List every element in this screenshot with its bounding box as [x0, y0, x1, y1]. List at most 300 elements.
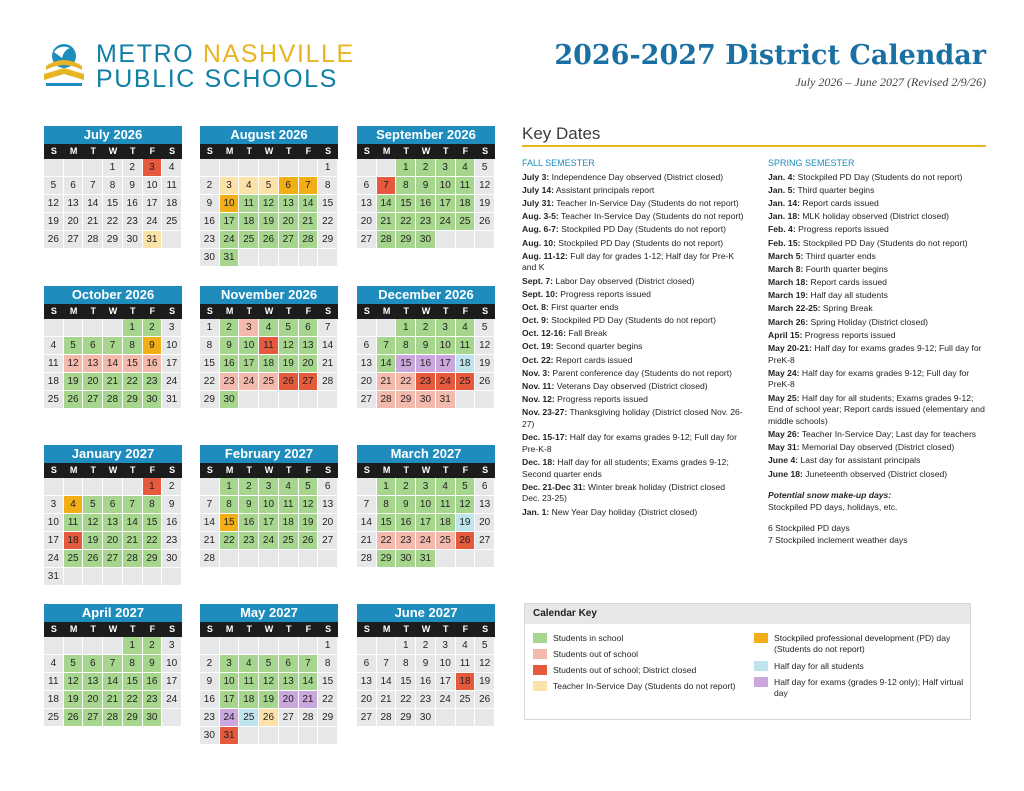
key-date-entry: [522, 432, 744, 455]
weekday-label: T: [285, 465, 292, 475]
day-grid: [200, 637, 338, 745]
weekday-label: M: [225, 624, 234, 634]
day-cell: 30: [416, 231, 436, 249]
day-cell: 27: [83, 391, 103, 409]
day-cell: 1: [318, 159, 338, 177]
key-date-date: March 18:: [768, 277, 809, 288]
day-cell: 26: [475, 691, 495, 709]
weekday-label: S: [482, 624, 489, 634]
empty-cell: [299, 249, 319, 267]
empty-cell: [64, 568, 84, 586]
day-cell: 27: [299, 373, 319, 391]
empty-cell: [239, 249, 259, 267]
day-cell: 18: [456, 673, 476, 691]
day-cell: 18: [239, 213, 259, 231]
day-cell: 4: [64, 496, 84, 514]
weekday-label: S: [482, 306, 489, 316]
key-dates-title: Key Dates: [522, 124, 601, 143]
day-cell: 23: [143, 691, 163, 709]
day-cell: 3: [436, 159, 456, 177]
day-cell: 19: [259, 691, 279, 709]
empty-cell: [200, 478, 220, 496]
day-cell: 5: [259, 177, 279, 195]
key-date-entry: [768, 172, 990, 184]
key-date-date: Oct. 8:: [522, 301, 549, 312]
day-cell: 27: [279, 709, 299, 727]
fall-semester-column: [522, 158, 744, 520]
day-cell: 20: [357, 691, 377, 709]
day-cell: 30: [416, 391, 436, 409]
weekday-label: F: [149, 146, 156, 156]
fall-dates-list: [522, 172, 744, 519]
day-grid: [200, 478, 338, 568]
weekday-row: [357, 463, 495, 478]
day-cell: 27: [103, 550, 123, 568]
makeup-days-note: [768, 490, 990, 513]
key-date-entry: [522, 289, 744, 301]
calendar-key: [524, 603, 971, 720]
spring-dates-list: [768, 172, 990, 481]
day-cell: 12: [456, 496, 476, 514]
day-cell: 25: [44, 709, 64, 727]
day-cell: 4: [44, 337, 64, 355]
day-cell: 21: [103, 373, 123, 391]
key-date-entry: [522, 276, 744, 288]
day-cell: 29: [396, 709, 416, 727]
day-cell: 18: [239, 691, 259, 709]
key-date-date: March 26:: [768, 316, 809, 327]
key-date-date: Aug. 6-7:: [522, 224, 559, 235]
empty-cell: [456, 709, 476, 727]
day-cell: 6: [357, 337, 377, 355]
key-date-entry: [768, 343, 990, 366]
day-cell: 19: [279, 355, 299, 373]
day-cell: 17: [143, 195, 163, 213]
empty-cell: [436, 231, 456, 249]
key-date-date: July 31:: [522, 197, 555, 208]
day-cell: 17: [220, 213, 240, 231]
key-date-date: Jan. 18:: [768, 211, 801, 222]
day-grid: [44, 159, 182, 249]
day-cell: 12: [259, 673, 279, 691]
weekday-label: S: [169, 146, 176, 156]
month-april-2027: [44, 604, 182, 727]
day-cell: 23: [416, 213, 436, 231]
weekday-label: W: [421, 465, 431, 475]
day-cell: 15: [200, 355, 220, 373]
key-date-entry: [768, 198, 990, 210]
day-cell: 24: [239, 373, 259, 391]
key-date-description: Thanksgiving holiday (District closed Nov. 26-27): [522, 407, 743, 429]
day-cell: 23: [143, 373, 163, 391]
key-date-date: March 5:: [768, 250, 804, 261]
day-cell: 20: [83, 373, 103, 391]
day-cell: 17: [436, 355, 456, 373]
weekday-label: T: [442, 306, 449, 316]
key-date-description: Progress reports issued: [802, 329, 896, 340]
key-date-description: Fall Break: [565, 328, 608, 339]
day-cell: 5: [475, 637, 495, 655]
day-cell: 10: [416, 496, 436, 514]
day-cell: 10: [220, 673, 240, 691]
day-cell: 26: [279, 373, 299, 391]
weekday-label: M: [225, 465, 234, 475]
day-cell: 5: [259, 655, 279, 673]
weekday-label: S: [325, 146, 332, 156]
key-date-entry: [768, 277, 990, 289]
day-cell: 2: [162, 478, 182, 496]
day-cell: 12: [475, 655, 495, 673]
day-cell: 13: [357, 195, 377, 213]
weekday-label: S: [169, 624, 176, 634]
key-date-description: Half day all students: [808, 290, 888, 301]
day-cell: 14: [123, 514, 143, 532]
key-date-description: Stockpiled PD Day (Students do not report): [555, 237, 724, 248]
weekday-label: S: [206, 624, 213, 634]
day-cell: 4: [162, 159, 182, 177]
day-cell: 15: [318, 673, 338, 691]
day-cell: 14: [377, 195, 397, 213]
key-color-swatch: [754, 661, 768, 671]
empty-cell: [259, 727, 279, 745]
empty-cell: [279, 550, 299, 568]
day-cell: 7: [103, 655, 123, 673]
empty-cell: [83, 478, 103, 496]
day-cell: 25: [456, 373, 476, 391]
day-cell: 7: [123, 496, 143, 514]
key-date-entry: [522, 407, 744, 430]
day-cell: 31: [220, 249, 240, 267]
day-cell: 18: [259, 355, 279, 373]
day-cell: 29: [318, 231, 338, 249]
district-logo: [40, 40, 360, 92]
day-cell: 30: [220, 391, 240, 409]
day-cell: 8: [200, 337, 220, 355]
spring-semester-heading: SPRING SEMESTER: [768, 158, 855, 168]
key-date-description: Spring Break: [820, 303, 873, 314]
weekday-label: F: [462, 146, 469, 156]
day-cell: 29: [123, 709, 143, 727]
day-cell: 8: [123, 337, 143, 355]
empty-cell: [44, 637, 64, 655]
weekday-label: T: [90, 146, 97, 156]
day-cell: 3: [416, 478, 436, 496]
day-cell: 6: [299, 319, 319, 337]
day-cell: 28: [123, 550, 143, 568]
day-cell: 22: [396, 373, 416, 391]
month-header: April 2027: [44, 604, 182, 622]
key-date-entry: [522, 185, 744, 197]
day-cell: 5: [475, 159, 495, 177]
key-date-date: May 25:: [768, 392, 800, 403]
weekday-label: T: [403, 624, 410, 634]
day-cell: 1: [123, 319, 143, 337]
day-cell: 2: [416, 637, 436, 655]
weekday-label: S: [482, 146, 489, 156]
key-date-description: First quarter ends: [548, 301, 619, 312]
empty-cell: [318, 249, 338, 267]
month-july-2026: [44, 126, 182, 249]
day-cell: 21: [200, 532, 220, 550]
day-cell: 23: [416, 373, 436, 391]
weekday-label: W: [108, 465, 118, 475]
day-cell: 9: [416, 177, 436, 195]
empty-cell: [123, 478, 143, 496]
key-date-entry: [522, 238, 744, 250]
month-header: October 2026: [44, 286, 182, 304]
empty-cell: [83, 637, 103, 655]
day-grid: [357, 159, 495, 249]
logo-text: [96, 42, 355, 92]
day-cell: 6: [64, 177, 84, 195]
weekday-label: S: [50, 465, 57, 475]
day-cell: 17: [162, 355, 182, 373]
page-title: 2026-2027 District Calendar: [554, 40, 986, 71]
weekday-label: T: [442, 146, 449, 156]
weekday-label: T: [246, 146, 253, 156]
key-date-description: Independence Day observed (District closed): [549, 171, 724, 182]
day-cell: 20: [318, 514, 338, 532]
day-cell: 28: [200, 550, 220, 568]
day-cell: 2: [143, 319, 163, 337]
empty-cell: [259, 249, 279, 267]
key-date-description: Teacher In-Service Day (Students do not report): [558, 211, 744, 222]
day-cell: 16: [143, 673, 163, 691]
day-grid: [200, 319, 338, 409]
empty-cell: [299, 159, 319, 177]
day-cell: 29: [103, 231, 123, 249]
month-january-2027: [44, 445, 182, 586]
empty-cell: [475, 391, 495, 409]
day-cell: 25: [239, 231, 259, 249]
empty-cell: [475, 550, 495, 568]
empty-cell: [357, 319, 377, 337]
day-cell: 28: [318, 373, 338, 391]
day-cell: 8: [396, 177, 416, 195]
key-date-date: Nov. 23-27:: [522, 407, 568, 418]
weekday-label: F: [462, 624, 469, 634]
empty-cell: [103, 478, 123, 496]
key-date-date: Feb. 15:: [768, 237, 801, 248]
day-cell: 5: [83, 496, 103, 514]
day-cell: 26: [299, 532, 319, 550]
key-color-swatch: [533, 681, 547, 691]
month-header: January 2027: [44, 445, 182, 463]
day-cell: 11: [279, 496, 299, 514]
day-cell: 15: [220, 514, 240, 532]
weekday-row: [44, 144, 182, 159]
day-cell: 19: [456, 514, 476, 532]
empty-cell: [456, 550, 476, 568]
weekday-label: T: [442, 465, 449, 475]
day-cell: 7: [200, 496, 220, 514]
weekday-label: F: [462, 465, 469, 475]
day-cell: 21: [103, 691, 123, 709]
day-cell: 1: [377, 478, 397, 496]
empty-cell: [44, 319, 64, 337]
day-cell: 24: [162, 691, 182, 709]
day-cell: 19: [44, 213, 64, 231]
logo-metro: METRO: [96, 40, 203, 68]
logo-public-schools: PUBLIC SCHOOLS: [96, 65, 338, 93]
empty-cell: [103, 568, 123, 586]
day-cell: 13: [318, 496, 338, 514]
weekday-label: M: [225, 306, 234, 316]
day-cell: 3: [239, 319, 259, 337]
day-cell: 24: [436, 213, 456, 231]
day-cell: 7: [377, 337, 397, 355]
day-cell: 17: [44, 532, 64, 550]
day-cell: 25: [456, 691, 476, 709]
day-cell: 11: [64, 514, 84, 532]
day-cell: 12: [279, 337, 299, 355]
month-march-2027: [357, 445, 495, 568]
day-cell: 9: [239, 496, 259, 514]
key-date-description: Stockpiled PD Day (Students do not report): [558, 224, 726, 235]
day-cell: 13: [475, 496, 495, 514]
key-item-label: Teacher In-Service Day (Students do not report): [553, 681, 736, 691]
day-cell: 30: [143, 709, 163, 727]
day-cell: 28: [377, 709, 397, 727]
day-cell: 19: [299, 514, 319, 532]
day-cell: 10: [436, 337, 456, 355]
empty-cell: [239, 391, 259, 409]
month-header: February 2027: [200, 445, 338, 463]
key-date-date: Sept. 7:: [522, 275, 554, 286]
key-date-entry: [522, 507, 744, 519]
key-date-description: Stockpiled PD Day (Students do not report): [548, 315, 716, 326]
key-date-entry: [522, 368, 744, 380]
stockpiled-weather-total: 7 Stockpiled inclement weather days: [768, 534, 908, 545]
key-date-description: Memorial Day observed (District closed): [799, 442, 955, 453]
weekday-row: [200, 622, 338, 637]
empty-cell: [239, 637, 259, 655]
day-grid: [357, 478, 495, 568]
day-cell: 9: [143, 337, 163, 355]
day-cell: 5: [456, 478, 476, 496]
day-cell: 2: [143, 637, 163, 655]
empty-cell: [239, 550, 259, 568]
weekday-label: S: [363, 465, 370, 475]
day-cell: 12: [475, 177, 495, 195]
day-cell: 14: [83, 195, 103, 213]
day-cell: 18: [456, 355, 476, 373]
day-cell: 30: [200, 249, 220, 267]
key-date-entry: [522, 172, 744, 184]
key-date-description: Full day for grades 1-12; Half day for Pre-K and K: [522, 250, 735, 273]
key-date-description: Half day for exams grades 9-12; Full day for PreK-8: [768, 367, 970, 390]
day-cell: 31: [436, 391, 456, 409]
empty-cell: [239, 159, 259, 177]
day-cell: 15: [123, 355, 143, 373]
day-cell: 24: [259, 532, 279, 550]
empty-cell: [220, 159, 240, 177]
weekday-label: F: [305, 306, 312, 316]
day-cell: 11: [456, 655, 476, 673]
day-cell: 24: [416, 532, 436, 550]
key-date-description: Assistant principals report: [554, 184, 655, 195]
day-cell: 8: [123, 655, 143, 673]
empty-cell: [456, 391, 476, 409]
key-item-label: Half day for all students: [774, 661, 864, 671]
month-february-2027: [200, 445, 338, 568]
day-cell: 6: [83, 337, 103, 355]
empty-cell: [83, 159, 103, 177]
day-cell: 3: [259, 478, 279, 496]
key-date-date: Sept. 10:: [522, 288, 558, 299]
day-cell: 22: [318, 213, 338, 231]
weekday-label: S: [50, 306, 57, 316]
day-cell: 26: [475, 213, 495, 231]
day-cell: 11: [44, 355, 64, 373]
day-cell: 21: [83, 213, 103, 231]
day-cell: 10: [436, 655, 456, 673]
weekday-label: M: [69, 306, 78, 316]
day-cell: 1: [103, 159, 123, 177]
day-cell: 8: [220, 496, 240, 514]
key-date-entry: [522, 211, 744, 223]
day-cell: 12: [64, 355, 84, 373]
month-header: August 2026: [200, 126, 338, 144]
day-cell: 11: [436, 496, 456, 514]
day-cell: 31: [220, 727, 240, 745]
day-cell: 10: [44, 514, 64, 532]
weekday-row: [44, 304, 182, 319]
day-cell: 25: [259, 373, 279, 391]
day-cell: 15: [318, 195, 338, 213]
day-cell: 23: [123, 213, 143, 231]
key-date-date: Dec. 21-Dec 31:: [522, 481, 586, 492]
key-item: [533, 633, 753, 644]
weekday-label: M: [225, 146, 234, 156]
day-cell: 28: [299, 231, 319, 249]
day-cell: 10: [220, 195, 240, 213]
month-header: March 2027: [357, 445, 495, 463]
day-cell: 15: [143, 514, 163, 532]
day-cell: 28: [357, 550, 377, 568]
key-date-description: Juneteenth observed (District closed): [802, 468, 948, 479]
day-cell: 24: [220, 709, 240, 727]
day-cell: 5: [299, 478, 319, 496]
month-header: May 2027: [200, 604, 338, 622]
day-cell: 29: [123, 391, 143, 409]
key-item: [533, 681, 753, 692]
calendar-key-title: Calendar Key: [525, 604, 970, 624]
weekday-label: F: [305, 465, 312, 475]
day-cell: 30: [143, 391, 163, 409]
logo-nashville: NASHVILLE: [202, 40, 355, 68]
key-date-date: June 4:: [768, 455, 799, 466]
day-cell: 13: [357, 355, 377, 373]
key-item: [754, 661, 974, 672]
key-date-description: Half day for exams grades 9-12; Full day for PreK-8: [768, 343, 982, 365]
weekday-label: T: [90, 306, 97, 316]
key-date-description: Veterans Day observed (District closed): [554, 381, 708, 391]
day-cell: 21: [377, 691, 397, 709]
key-date-description: Fourth quarter begins: [803, 263, 888, 274]
empty-cell: [83, 568, 103, 586]
weekday-row: [44, 622, 182, 637]
key-date-description: Last day for assistant principals: [798, 455, 921, 466]
empty-cell: [436, 709, 456, 727]
day-cell: 30: [416, 709, 436, 727]
day-cell: 4: [239, 177, 259, 195]
month-november-2026: [200, 286, 338, 409]
day-cell: 3: [436, 637, 456, 655]
day-cell: 22: [396, 691, 416, 709]
day-cell: 23: [200, 709, 220, 727]
key-date-description: Half day for all students; Exams grades 9-12; Second quarter ends: [522, 456, 729, 479]
